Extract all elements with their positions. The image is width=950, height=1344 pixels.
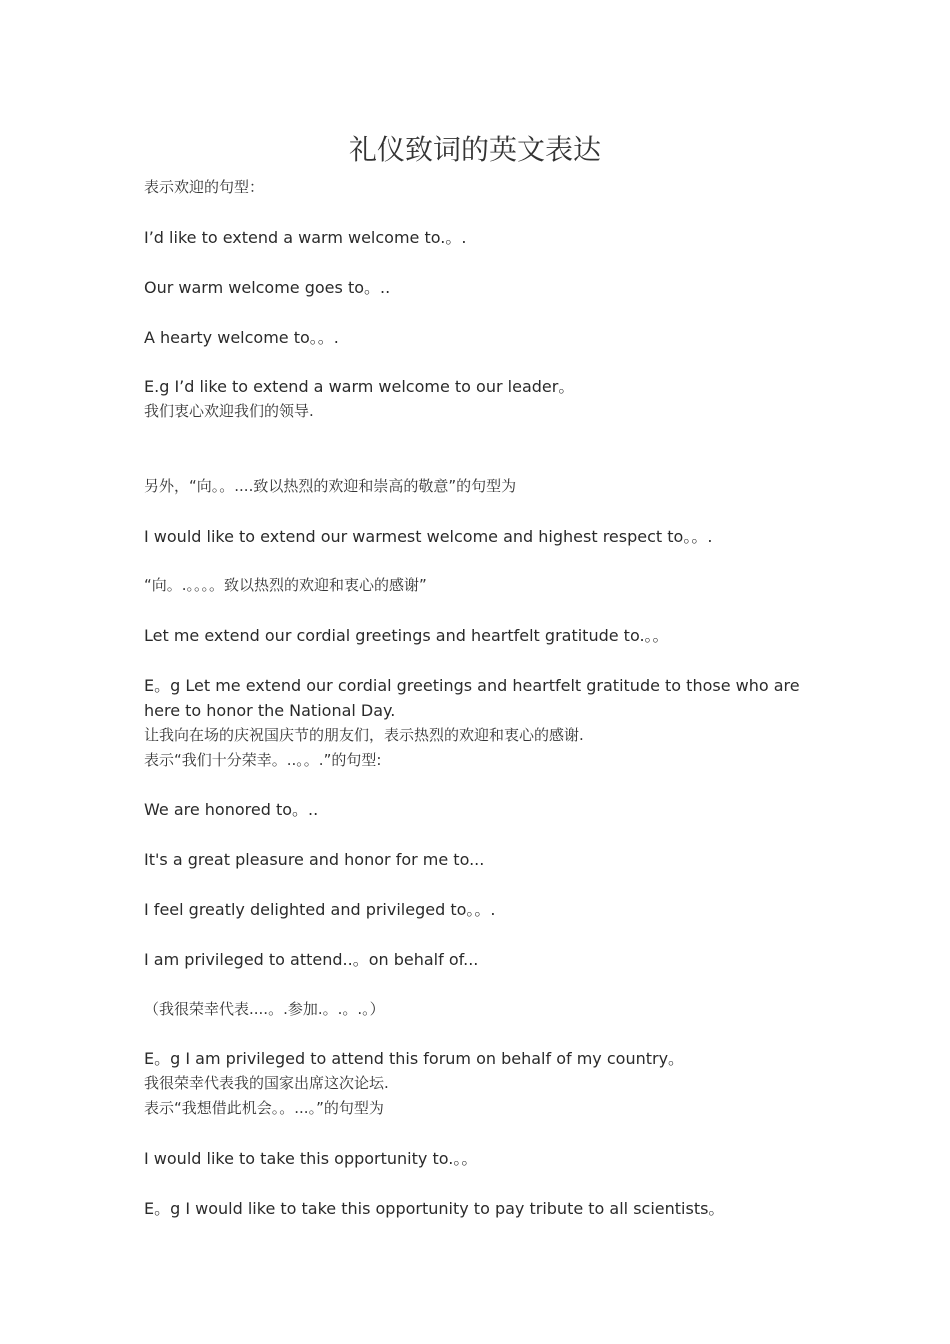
section-heading-respect: 另外，“向。。....致以热烈的欢迎和崇高的敬意”的句型为	[144, 477, 517, 495]
section-heading-honored: 表示“我们十分荣幸。..。。.”的句型:	[144, 751, 382, 769]
translation-line: （我很荣幸代表....。.参加.。.。.。）	[144, 1000, 385, 1018]
text-line: Let me extend our cordial greetings and heartfelt gratitude to.。。	[144, 626, 669, 645]
text-line: I’d like to extend a warm welcome to.。.	[144, 228, 467, 247]
text-line: I would like to extend our warmest welcome and highest respect to。。.	[144, 527, 713, 546]
text-line: We are honored to。..	[144, 800, 319, 819]
translation-line: 我很荣幸代表我的国家出席这次论坛.	[144, 1074, 389, 1092]
translation-line: 让我向在场的庆祝国庆节的朋友们，表示热烈的欢迎和衷心的感谢.	[144, 726, 584, 744]
text-line: Our warm welcome goes to。..	[144, 278, 391, 297]
section-heading-gratitude: “向。.。。。。致以热烈的欢迎和衷心的感谢”	[144, 576, 427, 594]
example-line-continued: here to honor the National Day.	[144, 701, 396, 720]
document-title: 礼仪致词的英文表达	[348, 133, 601, 166]
example-line: E。g Let me extend our cordial greetings and heartfelt gratitude to those who are	[144, 676, 800, 695]
text-line: I am privileged to attend..。on behalf of...	[144, 950, 479, 969]
example-line: E。g I am privileged to attend this forum on behalf of my country。	[144, 1049, 685, 1068]
section-heading-opportunity: 表示“我想借此机会。。...。”的句型为	[144, 1099, 384, 1117]
text-line: I feel greatly delighted and privileged to。。.	[144, 900, 496, 919]
text-line: I would like to take this opportunity to.。。	[144, 1149, 478, 1168]
translation-line: 我们衷心欢迎我们的领导.	[144, 402, 314, 420]
example-line: E.g I’d like to extend a warm welcome to our leader。	[144, 377, 575, 396]
text-line: A hearty welcome to。。.	[144, 328, 339, 347]
section-heading-welcome: 表示欢迎的句型：	[144, 178, 265, 196]
text-line: It's a great pleasure and honor for me to...	[144, 850, 485, 869]
example-line: E。g I would like to take this opportunity to pay tribute to all scientists。	[144, 1199, 725, 1218]
